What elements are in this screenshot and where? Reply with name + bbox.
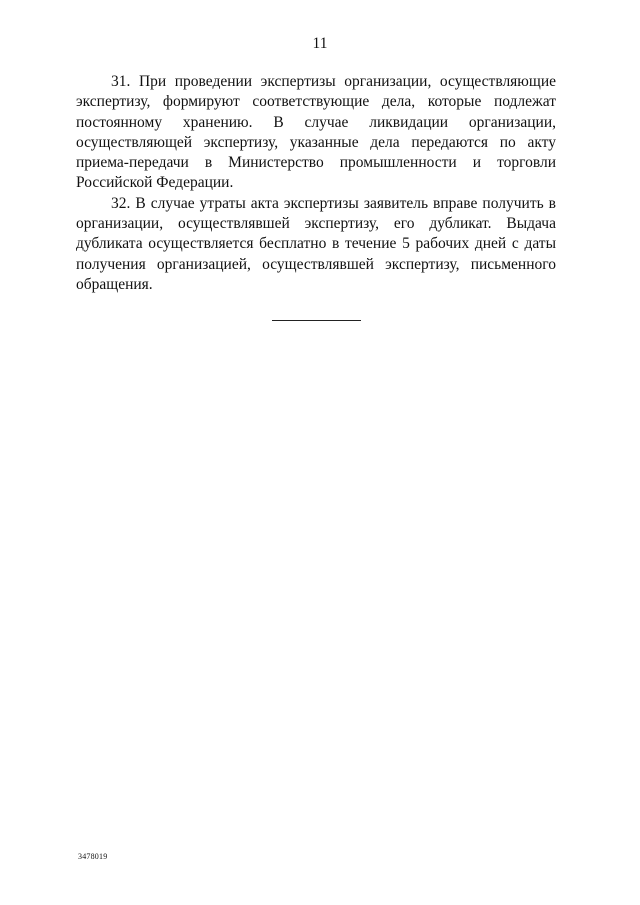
document-body [76, 72, 556, 295]
paragraph-31: 31. При проведении экспертизы организации, осуществляющие экспертизу, формируют соответствующие дела, которые подлежат постоянному хранению. В случае ликвидации организации, осуществляющей экспертизу, указанные дела передаются по акту приема-передачи в Министерство промышленности и торговли Российской Федерации. [76, 73, 556, 192]
page-number: 11 [312, 35, 328, 52]
paragraph-32: 32. В случае утраты акта экспертизы заявитель вправе получить в организации, осуществлявшей экспертизу, его дубликат. Выдача дубликата осуществляется бесплатно в течение 5 рабочих дней с даты получения организацией, осуществлявшей экспертизу, письменного обращения. [76, 194, 556, 293]
document-code: 3478019 [78, 852, 108, 861]
end-of-text-separator [272, 320, 361, 321]
